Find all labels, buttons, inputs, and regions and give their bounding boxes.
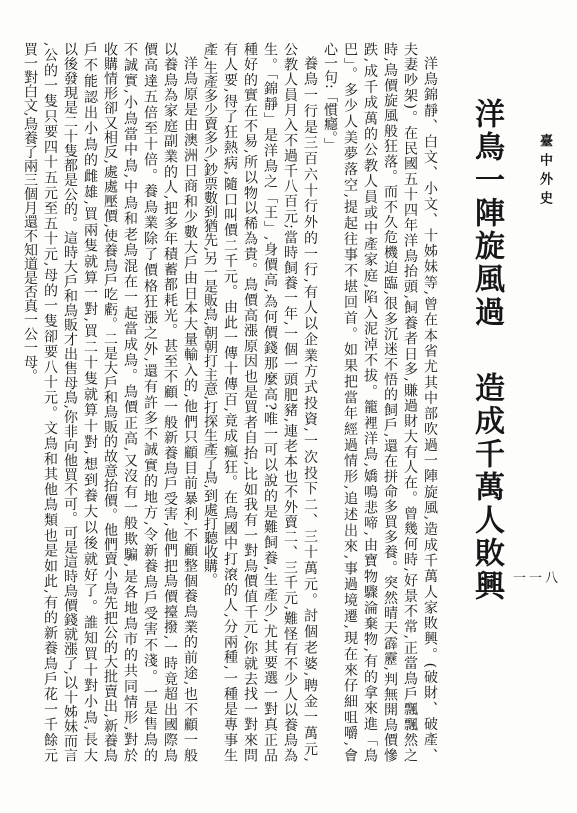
text-column: 以養鳥為家庭副業的人,把多年積蓄都耗光。甚至不顧一般新養鳥戶受害,他們把鳥價擡撥,一時竟超出國際鳥 xyxy=(162,42,178,762)
text-column: 產,生產多少賣多少,鈔票數到猶先,另一是販鳥,朝朝打主意,打探生產了鳥,到處打聽收購。 xyxy=(202,42,218,587)
running-title: 臺中外史 xyxy=(537,134,552,210)
text-column: 洋鳥錦靜、白文、小文、十姊妹等,曾在本省尤其中部吹過一陣旋風,造成千萬人家敗興。(破財、破產、 xyxy=(422,56,438,762)
text-column: 夫妻吵架)。在民國五十四年洋鳥抬頭,飼養者日多,賺過財大有人在。曾幾何時,好景不常,正當鳥戶飄飄然之 xyxy=(402,42,418,762)
text-column: 以後發現是二十隻都是公的。這時大戶和鳥販才出售母鳥,你非向他買不可。可是這時鳥價錢就漲了,以十姊妹而言 xyxy=(62,42,78,762)
text-column: 有人要,得了狂熱病,隨口叫價二千元。由此一傳十傳百,竟成瘋狂。在鳥國中打滾的人,分兩種,一種是專事生 xyxy=(222,42,238,762)
text-column: 不誠實,小鳥當中鳥,中鳥和老鳥混在一起當成鳥。鳥價正高,又沒有一般欺騙,是各地鳥市的共同情形,對於 xyxy=(122,42,138,762)
text-column: 跌,成千成萬的公教人員或中產家庭,陷入泥淖不拔。籠裡洋鳥,嬌鳴悲啼,由寶物驟淪棄物,有的拿來進「鳥 xyxy=(362,42,378,762)
text-column: 巴」。多少人美夢落空,提起往事不堪回首。如果把當年經過情形,追述出來,事過境遷,現在來仔細咀嚼,會 xyxy=(342,42,358,762)
text-column: 公教人員月入不過千八百元;當時飼養一年,一個一頭肥豬,連老本也不外賣二、三千元,難怪有不少人以養鳥為 xyxy=(282,42,298,762)
page-number: 一一八 xyxy=(513,571,562,586)
text-column: ,公的一隻只要四十五元至五十元,母的一隻卻要八十元。文鳥和其他鳥類也是如此,有的新養鳥戶花一千餘元 xyxy=(42,42,58,762)
text-column: 時,鳥價旋風般狂落。而不久危機迫臨,很多沉迷不悟的飼戶,還在拼命多買多養。突然晴天霹靂,判無開鳥價慘 xyxy=(382,42,398,762)
article-title-line-1: 洋鳥一陣旋風過 xyxy=(469,98,504,329)
text-column: 洋鳥原是由澳洲日商和少數大戶由日本大量輸入的,他們只顧目前暴利,不顧整個養鳥業的前途,也不顧一般 xyxy=(182,56,198,762)
text-column: 種好的實在不易,所以物以稀為貴。鳥價高漲原因也是買者自抬,比如我有一對鳥價值千元,你就去找一對來問 xyxy=(242,42,258,762)
text-column: 價高達五倍至十倍。養鳥業除了價格狂漲之外,還有許多不誠實的地方,令新養鳥戶受害不淺。一是售鳥的 xyxy=(142,42,158,762)
text-column: 心一句:「慣癮。」 xyxy=(322,42,338,152)
text-column: 收購情形卻又相反,處處壓價,使養鳥戶吃虧。二是大戶和鳥販的故意抬價。他們賣小鳥先把公的大批賣出,新養鳥 xyxy=(102,42,118,762)
text-column: 養鳥一行是三百六十行外的一行,有人以企業方式投資,一次投下二、三十萬元。討個老婆,聘金一萬元, xyxy=(302,56,318,762)
article-title-line-2: 造成千萬人敗興 xyxy=(469,372,504,603)
text-column: 買一對白文,鳥養了兩三個月還不知道是否真一公一母。 xyxy=(22,42,38,383)
text-column: 戶不能認出小鳥的雌雄,買兩隻就算一對,買二十隻就算十對,想到養大以後就好了。誰知買十對小鳥,長大 xyxy=(82,42,98,762)
text-column: 生。「錦靜」是洋鳥之「王」,身價高,為何價錢那麼高?唯一可以說的是難飼養,生產少,尤其要選一對真正品 xyxy=(262,42,278,762)
